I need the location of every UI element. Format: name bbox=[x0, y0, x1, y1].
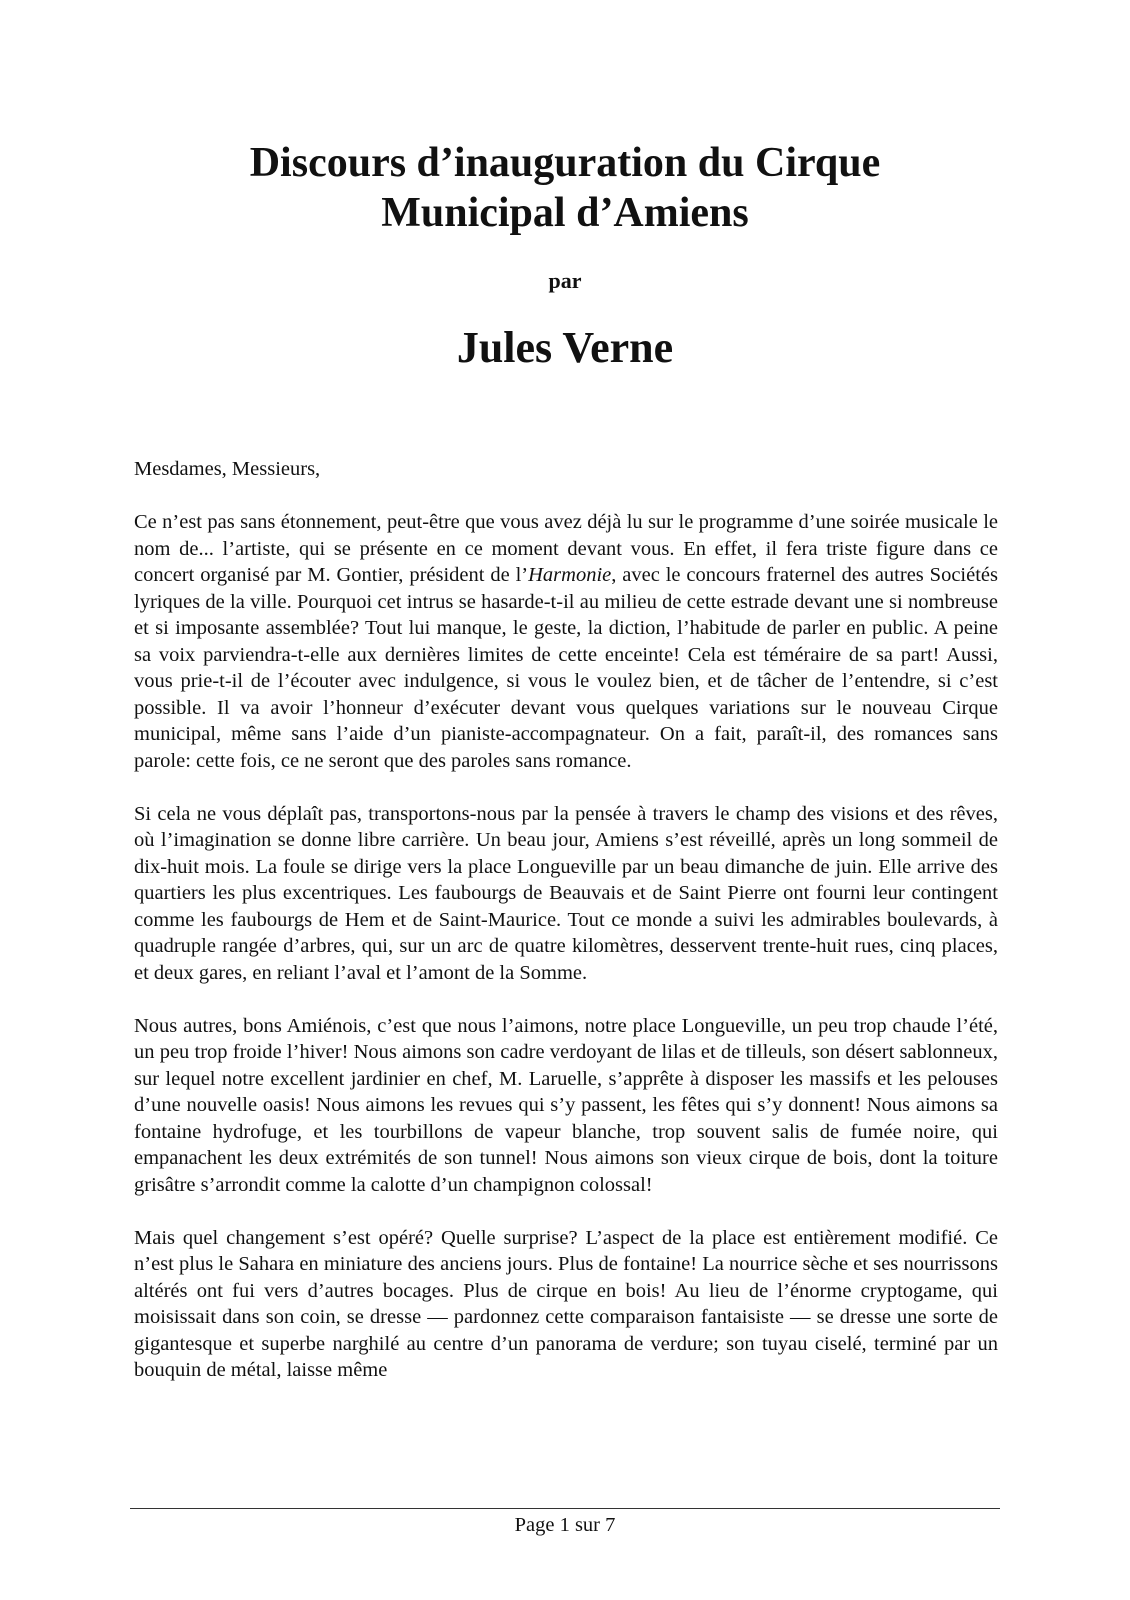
salutation: Mesdames, Messieurs, bbox=[134, 458, 321, 480]
paragraph-1-part-a: Ce n’est pas sans étonnement, peut-être que vous avez déjà lu sur le programme d’une soirée musicale le nom de... l’artiste, qui se présente en ce moment devant vous. En effet, il fera triste figure dans ce concert organisé par M. Gontier, président de l’ bbox=[134, 511, 998, 586]
title-line-2: Municipal d’Amiens bbox=[381, 190, 749, 236]
paragraph-2: Si cela ne vous déplaît pas, transportons-nous par la pensée à travers le champ des visions et des rêves, où l’imagination se donne libre carrière. Un beau jour, Amiens s’est réveillé, après un long sommeil de dix-huit mois. La foule se dirige vers la place Longueville par un beau dimanche de juin. Elle arrive des quartiers les plus excentriques. Les faubourgs de Beauvais et de Saint Pierre ont fourni leur contingent comme les faubourgs de Hem et de Saint-Maurice. Tout ce monde a suivi les admirables boulevards, à quadruple rangée d’arbres, qui, sur un arc de quatre kilomètres, desservent trente-huit rues, cinq places, et deux gares, en reliant l’aval et l’amont de la Somme. bbox=[134, 802, 998, 984]
paragraph-1-part-b: , avec le concours fraternel des autres Sociétés lyriques de la ville. Pourquoi cet intrus se hasarde-t-il au milieu de cette estrade devant une si nombreuse et si imposante assemblée? Tout lui manque, le geste, la diction, l’habitude de parler en public. A peine sa voix parviendra-t-elle aux dernières limites de cette enceinte! Cela est téméraire de sa part! Aussi, vous prie-t-il de l’écouter avec indulgence, si vous le voulez bien, et de tâcher de l’entendre, si c’est possible. Il va avoir l’honneur d’exécuter devant vous quelques variations sur le nouveau Cirque municipal, même sans l’aide d’un pianiste-accompagnateur. On a fait, paraît-il, des romances sans parole: cette fois, ce ne seront que des paroles sans romance. bbox=[134, 564, 998, 772]
byline: par bbox=[548, 268, 582, 293]
title-line-1: Discours d’inauguration du Cirque bbox=[249, 140, 881, 186]
harmonie-italic: Harmonie bbox=[528, 564, 612, 586]
body-text bbox=[134, 456, 998, 1384]
paragraph-3: Nous autres, bons Amiénois, c’est que nous l’aimons, notre place Longueville, un peu trop chaude l’été, un peu trop froide l’hiver! Nous aimons son cadre verdoyant de lilas et de tilleuls, son désert sablonneux, sur lequel notre excellent jardinier en chef, M. Laruelle, s’apprête à disposer les massifs et les pelouses d’une nouvelle oasis! Nous aimons les revues qui s’y passent, les fêtes qui s’y donnent! Nous aimons sa fontaine hydrofuge, et les tourbillons de vapeur blanche, trop souvent salis de fumée noire, qui empanachent les deux extrémités de son tunnel! Nous aimons son vieux cirque de bois, dont la toiture grisâtre s’arrondit comme la calotte d’un champignon colossal! bbox=[134, 1014, 998, 1196]
footer-divider bbox=[130, 1508, 1000, 1509]
paragraph-4: Mais quel changement s’est opéré? Quelle surprise? L’aspect de la place est entièrement modifié. Ce n’est plus le Sahara en miniature des anciens jours. Plus de fontaine! La nourrice sèche et ses nourrissons altérés ont fui vers d’autres bocages. Plus de cirque en bois! Au lieu de l’énorme cryptogame, qui moisissait dans son coin, se dresse — pardonnez cette comparaison fantaisiste — se dresse une sorte de gigantesque et superbe narghilé au centre d’un panorama de verdure; son tuyau ciselé, terminé par un bouquin de métal, laisse même bbox=[134, 1226, 998, 1381]
paragraph-1 bbox=[134, 509, 998, 774]
document-title bbox=[130, 138, 1000, 238]
page-number: Page 1 sur 7 bbox=[514, 1514, 616, 1536]
author-name: Jules Verne bbox=[456, 323, 674, 372]
